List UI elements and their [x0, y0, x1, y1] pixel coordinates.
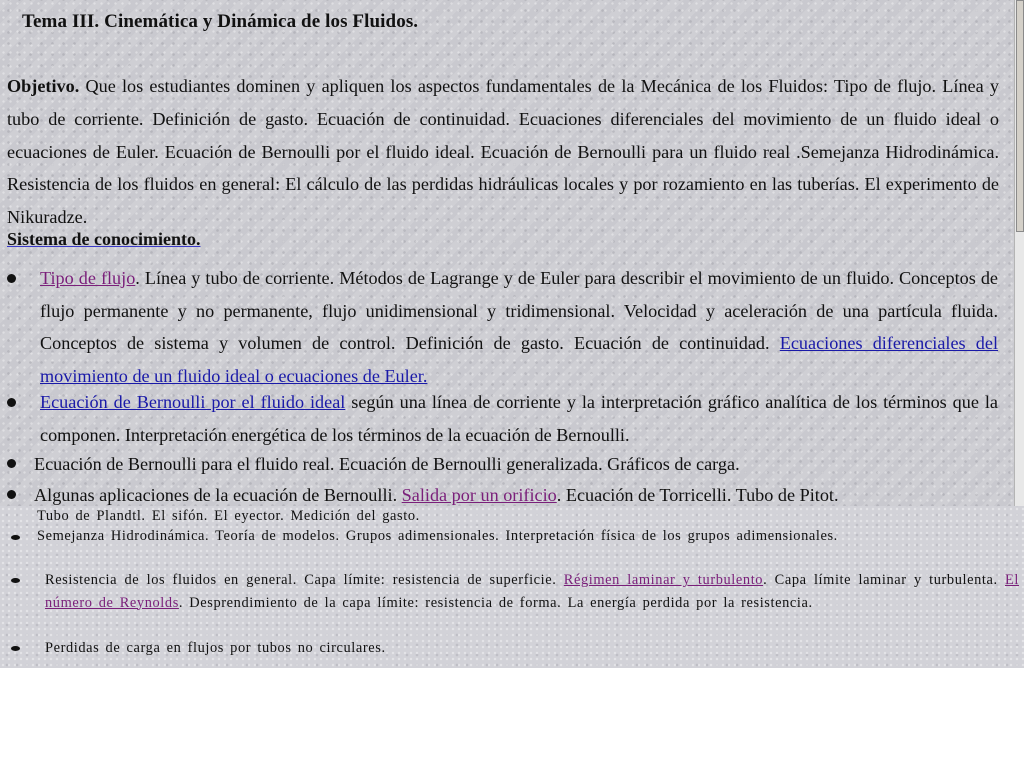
link-bernoulli-fluido-ideal[interactable]: Ecuación de Bernoulli por el fluido ideal — [40, 392, 346, 412]
list-item-continuation: Tubo de Plandtl. El sifón. El eyector. Medición del gasto. — [37, 508, 420, 524]
bullet-icon — [11, 535, 20, 540]
list-item — [45, 569, 1019, 614]
list-item-text: . Línea y tubo de corriente. Métodos de Lagrange y de Euler para describir el movimiento de un fluido. Conceptos de flujo permanente y no permanente, flujo unidimensional y tridimensional. Velocidad y aceleración de una partícula fluida. Conceptos de sistema y volumen de control. Definición de gasto. Ecuación de continuidad. — [40, 268, 998, 353]
list-item — [40, 386, 998, 451]
link-regimen-laminar-turbulento[interactable]: Régimen laminar y turbulento — [563, 572, 764, 588]
list-item-text: Perdidas de carga en flujos por tubos no circulares. — [45, 640, 386, 656]
list-item-text: . Desprendimiento de la capa límite: resistencia de forma. La energía perdida por la resistencia. — [178, 594, 813, 611]
vertical-scrollbar[interactable] — [1014, 0, 1024, 506]
bullet-icon — [7, 490, 16, 499]
list-item-text: según una línea de corriente y la interpretación gráfico analítica de los términos que la componen. Interpretación energética de los términos de la ecuación de Bernoulli. — [40, 392, 999, 445]
list-item — [37, 525, 1019, 548]
bullet-icon — [7, 274, 16, 283]
blank-area — [0, 668, 1024, 768]
link-salida-por-un-orificio[interactable]: Salida por un orificio — [401, 485, 557, 505]
bullet-icon — [7, 398, 16, 407]
link-tipo-de-flujo[interactable]: Tipo de flujo — [40, 268, 136, 288]
knowledge-system-heading: Sistema de conocimiento. — [7, 229, 201, 249]
scrollbar-thumb[interactable] — [1016, 0, 1024, 232]
list-item-text: . Ecuación de Torricelli. Tubo de Pitot. — [556, 485, 839, 505]
objective-paragraph — [7, 70, 999, 234]
list-item — [34, 448, 1000, 481]
list-item-text: Ecuación de Bernoulli para el fluido real. Ecuación de Bernoulli generalizada. Gráficos de carga. — [34, 454, 740, 474]
page-title: Tema III. Cinemática y Dinámica de los Fluidos. — [22, 11, 419, 32]
list-item-text: Algunas aplicaciones de la ecuación de Bernoulli. — [34, 485, 402, 505]
bullet-icon — [11, 646, 20, 651]
objective-label: Objetivo. — [7, 76, 80, 96]
list-item — [45, 637, 1019, 660]
objective-text: Que los estudiantes dominen y apliquen los aspectos fundamentales de la Mecánica de los Fluidos: Tipo de flujo. Línea y tubo de corriente. Definición de gasto. Ecuación de continuidad. Ecuaciones diferenciales del movimiento de un fluido ideal o ecuaciones de Euler. Ecuación de Bernoulli por el fluido ideal. Ecuación de Bernoulli para un fluido real .Semejanza Hidrodinámica. Resistencia de los fluidos en general: El cálculo de las perdidas hidráulicas locales y por rozamiento en las tuberías. El experimento de Nikuradze. — [7, 76, 999, 228]
document-page-bottom — [0, 506, 1024, 668]
link-ecuaciones-de-euler[interactable]: Ecuaciones diferenciales del movimiento de un fluido ideal o ecuaciones de Euler. — [40, 333, 998, 386]
list-item-text: Resistencia de los fluidos en general. Capa límite: resistencia de superficie. — [45, 572, 564, 588]
list-item-text: Semejanza Hidrodinámica. Teoría de modelos. Grupos adimensionales. Interpretación física de los grupos adimensionales. — [37, 528, 838, 544]
bullet-icon — [7, 459, 16, 468]
bullet-icon — [11, 578, 20, 583]
list-item-text: . Capa límite laminar y turbulenta. — [763, 572, 1005, 588]
link-numero-de-reynolds[interactable]: El número de Reynolds — [45, 572, 1019, 611]
list-item — [40, 262, 998, 392]
